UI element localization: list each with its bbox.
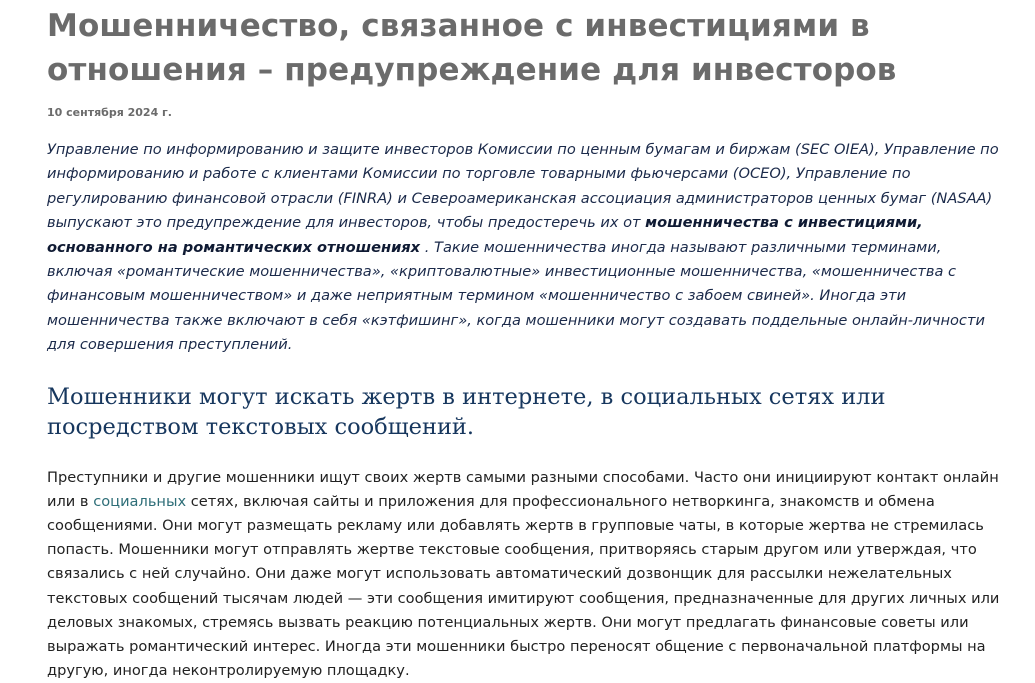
intro-text-start: Управление по информированию и защите инвесторов Комиссии по ценным бумагам и биржам (SEC OIEA), Управление по информированию и работе с клиентами Комиссии по торговле товарными фьючерсами (OCEO), Управление по регулированию финансовой отрасли (FINRA) и Североамериканская ассоциация администраторов ценных бумаг (NASAA) выпускают это предупреждение для инвесторов, чтобы предостеречь их от <box>47 141 999 232</box>
publication-date: 10 сентября 2024 г. <box>47 106 172 119</box>
intro-emphasis: мошенничества с инвестициями, основанного на романтических отношениях <box>47 214 923 256</box>
section-heading: Мошенники могут искать жертв в интернете, в социальных сетях или посредством текстовых сообщений. <box>47 383 886 440</box>
social-media-link[interactable]: социальных <box>93 492 187 510</box>
section-text-end: сетях, включая сайты и приложения для профессионального нетворкинга, знакомств и обмена сообщениями. Они могут размещать рекламу или добавлять жертв в групповые чаты, в которые жертва не стремилась попасть. Мошенники могут отправлять жертве текстовые сообщения, притворяясь старым другом или утверждая, что связались с ней случайно. Они даже могут использовать автоматический дозвонщик для рассылки нежелательных текстовых сообщений тысячам людей — эти сообщения имитируют сообщения, предназначенные для других личных или деловых знакомых, стремясь вызвать реакцию потенциальных жертв. Они могут предлагать финансовые советы или выражать романтический интерес. Иногда эти мошенники быстро переносят общение с первоначальной платформы на другую, иногда неконтролируемую площадку. <box>47 492 1000 680</box>
section-paragraph <box>47 466 1007 683</box>
section-text-start: Преступники и другие мошенники ищут своих жертв самыми разными способами. Часто они инициируют контакт онлайн или в <box>47 468 999 510</box>
page-title: Мошенничество, связанное с инвестициями в отношения – предупреждение для инвесторов <box>47 8 897 88</box>
intro-text-end: . Такие мошенничества иногда называют различными терминами, включая «романтические мошенничества», «криптовалютные» инвестиционные мошенничества, «мошенничества с финансовым мошенничеством» и даже неприятным термином «мошенничество с забоем свиней». Иногда эти мошенничества также включают в себя «кэтфишинг», когда мошенники могут создавать поддельные онлайн-личности для совершения преступлений. <box>47 238 985 354</box>
intro-paragraph <box>47 138 1007 358</box>
article <box>47 0 1007 683</box>
